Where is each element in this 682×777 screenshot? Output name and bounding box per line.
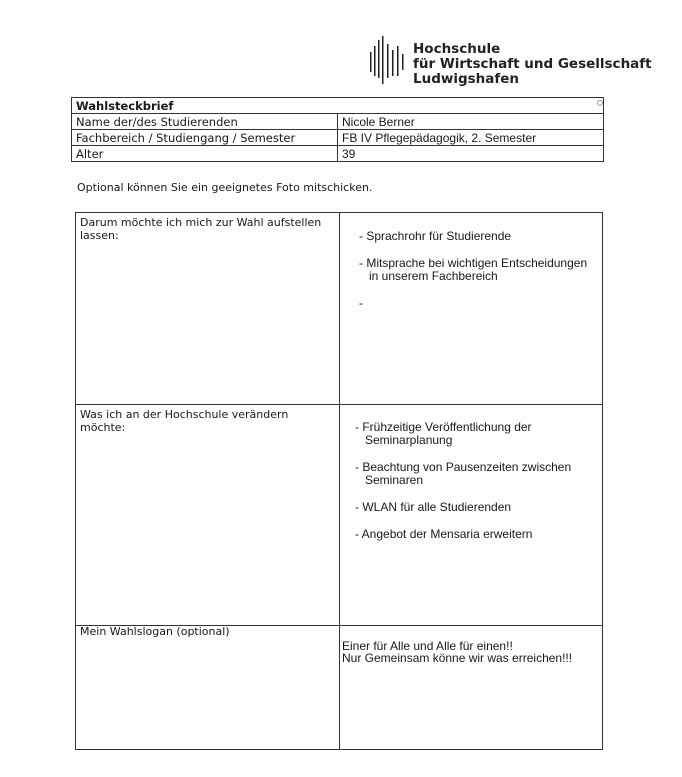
optional-photo-note: Optional können Sie ein geeignetes Foto mitschicken. bbox=[77, 181, 373, 194]
list-item: - Sprachrohr für Studierende bbox=[359, 229, 512, 243]
info-table bbox=[71, 97, 604, 162]
table-row bbox=[72, 130, 604, 146]
list-item: - Angebot der Mensaria erweitern bbox=[355, 527, 533, 541]
list-item: - Beachtung von Pausenzeiten zwischen Seminaren bbox=[355, 460, 572, 487]
slogan-line: Einer für Alle und Alle für einen!! bbox=[342, 639, 513, 653]
age-label: Alter bbox=[72, 146, 338, 162]
name-label: Name der/des Studierenden bbox=[72, 114, 338, 130]
motivation-question: Darum möchte ich mich zur Wahl aufstellen lassen: bbox=[80, 216, 322, 242]
slogan-line: Nur Gemeinsam könne wir was erreichen!!! bbox=[342, 651, 573, 665]
row-divider bbox=[76, 404, 602, 405]
institution-name bbox=[413, 42, 652, 87]
institution-line: Hochschule bbox=[413, 41, 501, 57]
changes-answers bbox=[355, 421, 595, 555]
institution-line: Ludwigshafen bbox=[413, 71, 520, 87]
slogan-question: Mein Wahlslogan (optional) bbox=[80, 625, 230, 638]
table-row bbox=[72, 146, 604, 162]
table-row bbox=[72, 114, 604, 130]
list-item: - WLAN für alle Studierenden bbox=[355, 500, 512, 514]
institution-line: für Wirtschaft und Gesellschaft bbox=[413, 56, 652, 72]
list-item: - bbox=[359, 296, 363, 310]
program-label: Fachbereich / Studiengang / Semester bbox=[72, 130, 338, 146]
hochschule-logo-icon bbox=[368, 36, 408, 84]
motivation-answers bbox=[359, 230, 599, 324]
info-table-title: Wahlsteckbrief bbox=[72, 98, 604, 114]
slogan-answer bbox=[342, 640, 602, 664]
column-divider bbox=[339, 213, 340, 749]
list-item: - Frühzeitige Veröffentlichung der Seminarplanung bbox=[355, 420, 532, 447]
list-item: - Mitsprache bei wichtigen Entscheidungen in unserem Fachbereich bbox=[359, 256, 588, 283]
age-value: 39 bbox=[338, 146, 604, 162]
statement-box bbox=[75, 212, 603, 750]
corner-mark-icon bbox=[597, 100, 603, 106]
name-value: Nicole Berner bbox=[338, 114, 604, 130]
program-value: FB IV Pflegepädagogik, 2. Semester bbox=[338, 130, 604, 146]
changes-question: Was ich an der Hochschule verändern möchte: bbox=[80, 408, 289, 434]
